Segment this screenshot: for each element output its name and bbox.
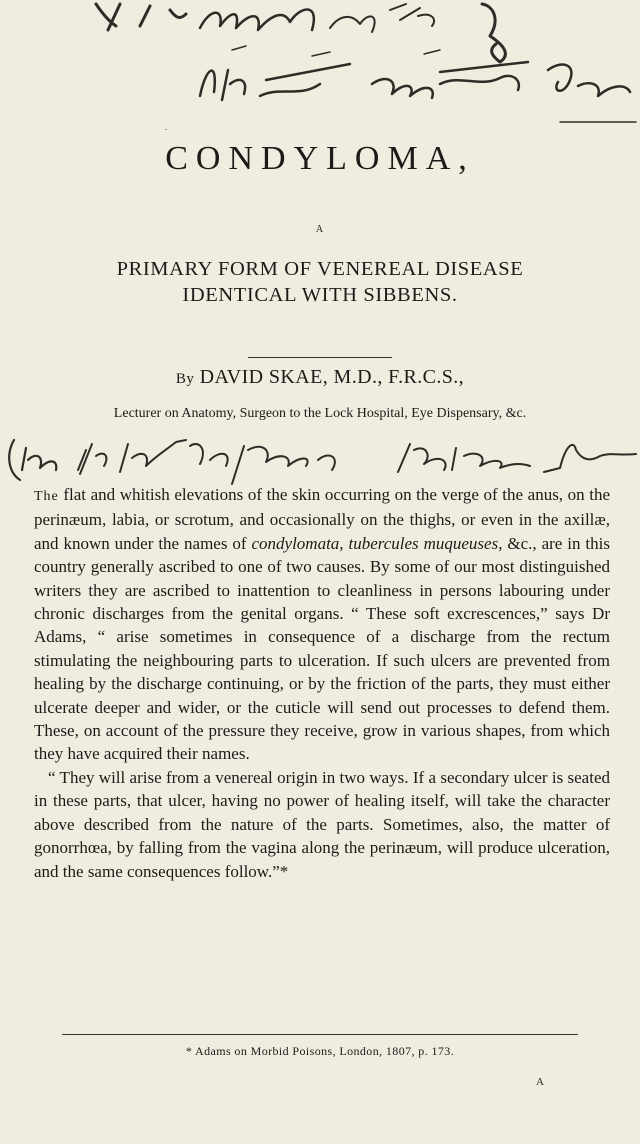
body-text xyxy=(34,483,610,883)
byline-prefix: By xyxy=(175,371,195,387)
subtitle-line-2: IDENTICAL WITH SIBBENS. xyxy=(182,284,458,306)
author-affiliation: Lecturer on Anatomy, Surgeon to the Lock Hospital, Eye Dispensary, &c. xyxy=(113,406,527,421)
subtitle-line-1: PRIMARY FORM OF VENEREAL DISEASE xyxy=(116,258,524,280)
signature-mark: A xyxy=(536,1076,544,1088)
paragraph-lead-word: The xyxy=(34,489,59,504)
paragraph-2: “ They will arise from a venereal origin in two ways. If a secondary ulcer is seated in these parts, that ulcer, having no power of healing itself, will take the character above described from the nature of the parts. Sometimes, also, the matter of gonorrhœa, by falling from the vagina along the perinæum, will produce ulceration, and the same consequences follow.”* xyxy=(34,767,610,881)
document-subtitle xyxy=(0,256,640,308)
paragraph-1 xyxy=(34,483,610,766)
footnote-rule xyxy=(62,1034,578,1035)
author-name: DAVID SKAE, M.D., F.R.C.S., xyxy=(199,366,465,388)
title-connector-a: A xyxy=(315,224,325,235)
separator-rule xyxy=(248,357,392,358)
footnote: * Adams on Morbid Poisons, London, 1807, p. 173. xyxy=(185,1044,455,1058)
paragraph-1-italic-terms: condylomata, tubercules muqueuses, xyxy=(251,533,503,553)
handwritten-inscription-mid xyxy=(0,420,640,486)
paragraph-1-part-a: flat and whitish elevations of the skin occurring on the verge of the anus, on the perinæum, labia, or scrotum, and occasionally on the thighs, or even in the axillæ, and known under the names of xyxy=(34,485,610,553)
paragraph-1-part-b: &c., are in this country generally ascribed to one of two causes. By some of our most distinguished writers they are ascribed to inattention to cleanliness in persons labouring under chronic discharges from the genital organs. “ These soft excrescences,” says Dr Adams, “ arise sometimes in consequence of a discharge from the rectum stimulating the neighbouring parts to ulceration. If such ulcers are prevented from healing by the discharge continuing, or by the friction of the parts, they must either ulcerate deeper and wider, or the cuticle will send out processes to defend them. These, on account of the pressure they receive, grow in various shapes, from which they have acquired their names. xyxy=(34,533,610,764)
handwritten-inscription-top xyxy=(0,0,640,130)
author-byline xyxy=(0,366,640,389)
document-title: CONDYLOMA, xyxy=(165,140,475,177)
